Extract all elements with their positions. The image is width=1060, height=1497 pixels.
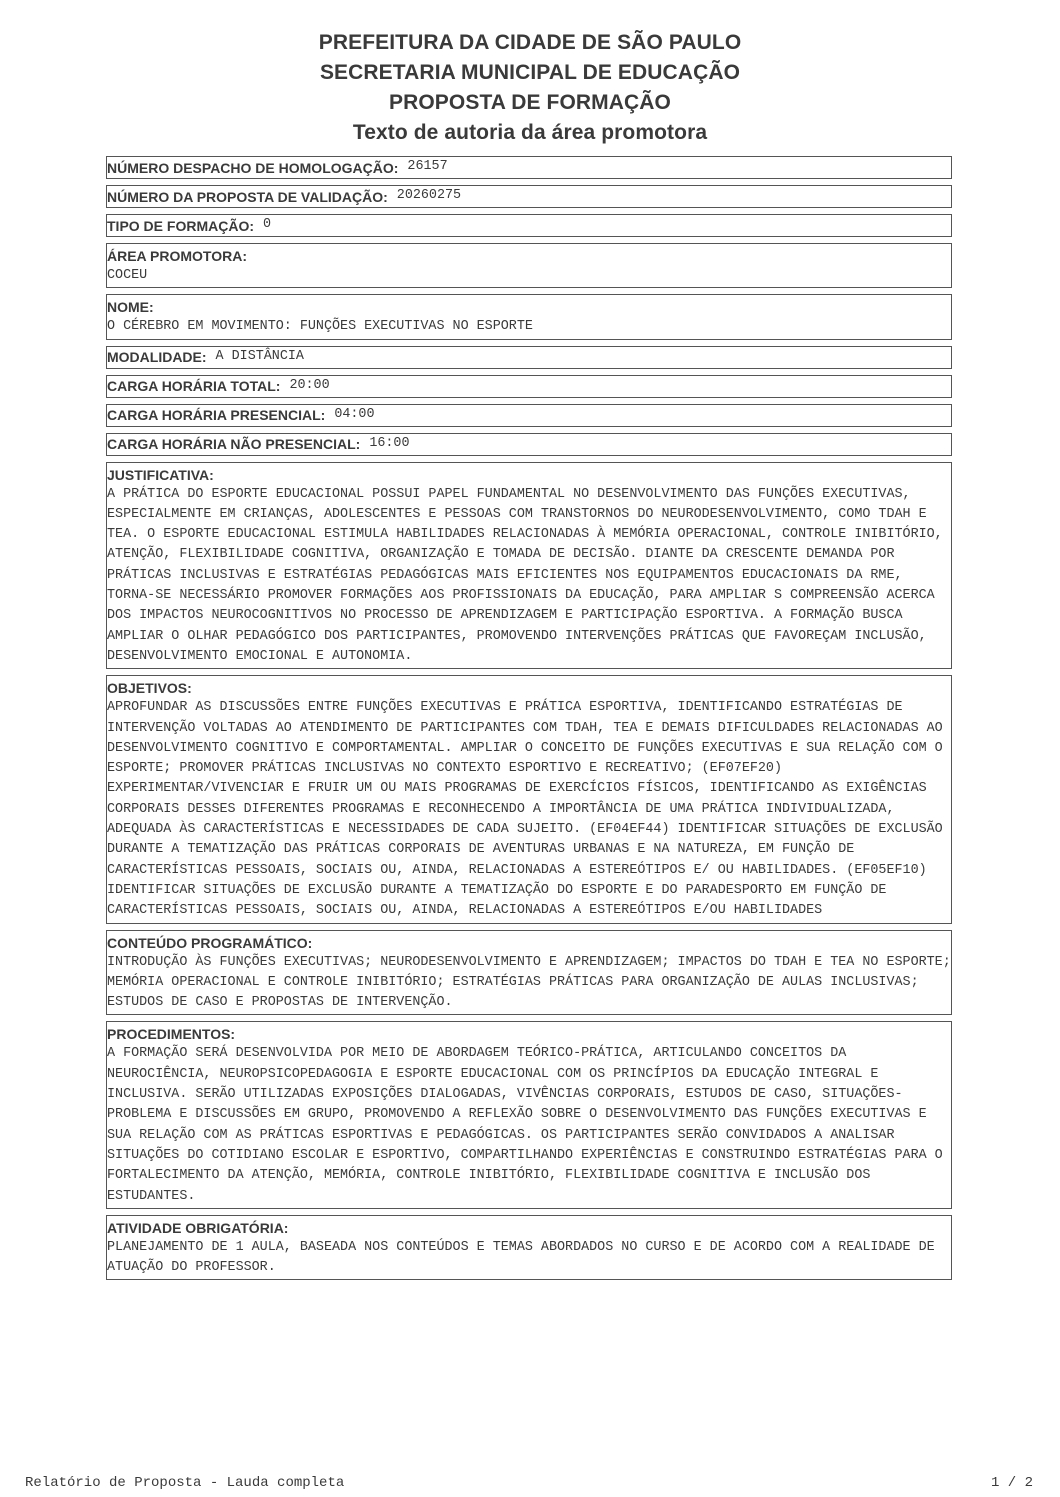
header-prefeitura: PREFEITURA DA CIDADE DE SÃO PAULO [318,31,742,54]
field-label: CONTEÚDO PROGRAMÁTICO: [107,934,313,951]
field-procedimentos [106,1021,952,1208]
footer-report-title: Relatório de Proposta - Lauda completa [25,1475,345,1491]
field-label: TIPO DE FORMAÇÃO: [107,217,254,234]
field-value: 04:00 [334,406,375,422]
field-label: NÚMERO DESPACHO DE HOMOLOGAÇÃO: [107,159,399,176]
field-value: 20:00 [289,377,330,393]
field-carga-presencial [106,404,952,427]
field-justificativa [106,462,952,670]
field-value: O CÉREBRO EM MOVIMENTO: FUNÇÕES EXECUTIVAS NO ESPORTE [107,319,533,335]
page-footer [25,1474,1033,1492]
field-tipo [106,214,952,237]
field-value: INTRODUÇÃO ÀS FUNÇÕES EXECUTIVAS; NEURODESENVOLVIMENTO E APRENDIZAGEM; IMPACTOS DO TDAH E TEA NO ESPORTE; MEMÓRIA OPERACIONAL E CONTROLE INIBITÓRIO; ESTRATÉGIAS PRÁTICAS PARA ORGANIZAÇÃO DE AULAS INCLUSIVAS; ESTUDOS DE CASO E PROPOSTAS DE INTERVENÇÃO. [107,954,951,1011]
field-value: PLANEJAMENTO DE 1 AULA, BASEADA NOS CONTEÚDOS E TEMAS ABORDADOS NO CURSO E DE ACORDO COM A REALIDADE DE ATUAÇÃO DO PROFESSOR. [107,1239,935,1276]
footer-page-number: 1 / 2 [990,1475,1033,1491]
field-label: ÁREA PROMOTORA: [107,248,247,264]
field-label: CARGA HORÁRIA TOTAL: [107,378,281,395]
field-label: NOME: [107,299,154,316]
document-header [0,28,1060,148]
field-objetivos [106,675,952,923]
field-carga-nao-presencial [106,433,952,456]
header-proposta: PROPOSTA DE FORMAÇÃO [388,91,671,114]
field-label: PROCEDIMENTOS: [107,1026,236,1043]
field-value: 0 [263,217,272,233]
field-value: A PRÁTICA DO ESPORTE EDUCACIONAL POSSUI PAPEL FUNDAMENTAL NO DESENVOLVIMENTO DAS FUNÇÕES EXECUTIVAS, ESPECIALMENTE EM CRIANÇAS, ADOLESCENTES E PESSOAS COM TRANSTORNOS DO NEURODESENVOLVIMENTO, COMO TDAH E TEA. O ESPORTE EDUCACIONAL ESTIMULA HABILIDADES RELACIONADAS À MEMÓRIA OPERACIONAL, CONTROLE INIBITÓRIO, ATENÇÃO, FLEXIBILIDADE COGNITIVA, ORGANIZAÇÃO E TOMADA DE DECISÃO. DIANTE DA CRESCENTE DEMANDA POR PRÁTICAS INCLUSIVAS E ESTRATÉGIAS PEDAGÓGICAS MAIS EFICIENTES NOS EQUIPAMENTOS EDUCACIONAIS DA RME, TORNA-SE NECESSÁRIO PROMOVER FORMAÇÕES AOS PROFISSIONAIS DA EDUCAÇÃO, PARA AMPLIAR S COMPREENSÃO ACERCA DOS IMPACTOS NEUROCOGNITIVOS NO PROCESSO DE APRENDIZAGEM E PARTICIPAÇÃO ESPORTIVA. A FORMAÇÃO BUSCA AMPLIAR O OLHAR PEDAGÓGICO DOS PARTICIPANTES, PROMOVENDO INTERVENÇÕES PRÁTICAS QUE FAVOREÇAM INCLUSÃO, DESENVOLVIMENTO EMOCIONAL E AUTONOMIA. [107,486,943,664]
header-secretaria: SECRETARIA MUNICIPAL DE EDUCAÇÃO [319,61,741,84]
field-value: A DISTÂNCIA [215,348,304,364]
field-value: 16:00 [369,435,410,451]
proposal-fields [106,156,952,1286]
field-label: MODALIDADE: [107,349,207,366]
field-value: COCEU [107,268,148,283]
field-atividade-obrigatoria [106,1215,952,1281]
field-value: 26157 [407,159,448,175]
field-label: NÚMERO DA PROPOSTA DE VALIDAÇÃO: [107,188,388,205]
field-nome [106,294,952,339]
field-proposta [106,185,952,208]
field-conteudo-programatico [106,930,952,1016]
field-value: A FORMAÇÃO SERÁ DESENVOLVIDA POR MEIO DE ABORDAGEM TEÓRICO-PRÁTICA, ARTICULANDO CONCEITOS DA NEUROCIÊNCIA, NEUROPSICOPEDAGOGIA E ESPORTE EDUCACIONAL COM OS PRINCÍPIOS DA EDUCAÇÃO INTEGRAL E INCLUSIVA. SERÃO UTILIZADAS EXPOSIÇÕES DIALOGADAS, VIVÊNCIAS CORPORAIS, ESTUDOS DE CASO, SITUAÇÕES-PROBLEMA E DISCUSSÕES EM GRUPO, PROMOVENDO A REFLEXÃO SOBRE O DESENVOLVIMENTO DAS FUNÇÕES EXECUTIVAS E SUA RELAÇÃO COM AS PRÁTICAS ESPORTIVAS E PEDAGÓGICAS. OS PARTICIPANTES SERÃO CONVIDADOS A ANALISAR SITUAÇÕES DO COTIDIANO ESCOLAR E ESPORTIVO, COMPARTILHANDO EXPERIÊNCIAS E CONSTRUINDO ESTRATÉGIAS PARA O FORTALECIMENTO DA ATENÇÃO, MEMÓRIA, CONTROLE INIBITÓRIO, FLEXIBILIDADE COGNITIVA E INCLUSÃO DOS ESTUDANTES. [107,1046,943,1204]
field-label: OBJETIVOS: [107,680,192,697]
header-subtitle: Texto de autoria da área promotora [352,121,708,144]
field-label: JUSTIFICATIVA: [107,466,214,483]
field-despacho [106,156,952,179]
field-label: CARGA HORÁRIA PRESENCIAL: [107,407,326,424]
field-label: ATIVIDADE OBRIGATÓRIA: [107,1219,289,1236]
field-carga-total [106,375,952,398]
field-value: APROFUNDAR AS DISCUSSÕES ENTRE FUNÇÕES EXECUTIVAS E PRÁTICA ESPORTIVA, IDENTIFICANDO ESTRATÉGIAS DE INTERVENÇÃO VOLTADAS AO ATENDIMENTO DE PARTICIPANTES COM TDAH, TEA E DEMAIS DIFICULDADES RELACIONADAS AO DESENVOLVIMENTO COGNITIVO E COMPORTAMENTAL. AMPLIAR O CONCEITO DE FUNÇÕES EXECUTIVAS E SUA RELAÇÃO COM O ESPORTE; PROMOVER PRÁTICAS INCLUSIVAS NO CONTEXTO ESPORTIVO E RECREATIVO; (EF07EF20) EXPERIMENTAR/VIVENCIAR E FRUIR UM OU MAIS PROGRAMAS DE EXERCÍCIOS FÍSICOS, IDENTIFICANDO AS EXIGÊNCIAS CORPORAIS DESSES DIFERENTES PROGRAMAS E RECONHECENDO A IMPORTÂNCIA DE UMA PRÁTICA INDIVIDUALIZADA, ADEQUADA ÀS CARACTERÍSTICAS E NECESSIDADES DE CADA SUJEITO. (EF04EF44) IDENTIFICAR SITUAÇÕES DE EXCLUSÃO DURANTE A TEMATIZAÇÃO DAS PRÁTICAS CORPORAIS DE AVENTURAS URBANAS E NA NATUREZA, EM FUNÇÃO DE CARACTERÍSTICAS PESSOAIS, SOCIAIS OU, AINDA, RELACIONADAS A ESTEREÓTIPOS E/ OU HABILIDADES. (EF05EF10) IDENTIFICAR SITUAÇÕES DE EXCLUSÃO DURANTE A TEMATIZAÇÃO DO ESPORTE E DO PARADESPORTO EM FUNÇÃO DE CARACTERÍSTICAS PESSOAIS, SOCIAIS OU, AINDA, RELACIONADAS A ESTEREÓTIPOS E/OU HABILIDADES [107,700,943,919]
field-value: 20260275 [396,188,462,204]
field-area-promotora [106,243,952,288]
field-modalidade [106,346,952,369]
field-label: CARGA HORÁRIA NÃO PRESENCIAL: [107,436,361,453]
